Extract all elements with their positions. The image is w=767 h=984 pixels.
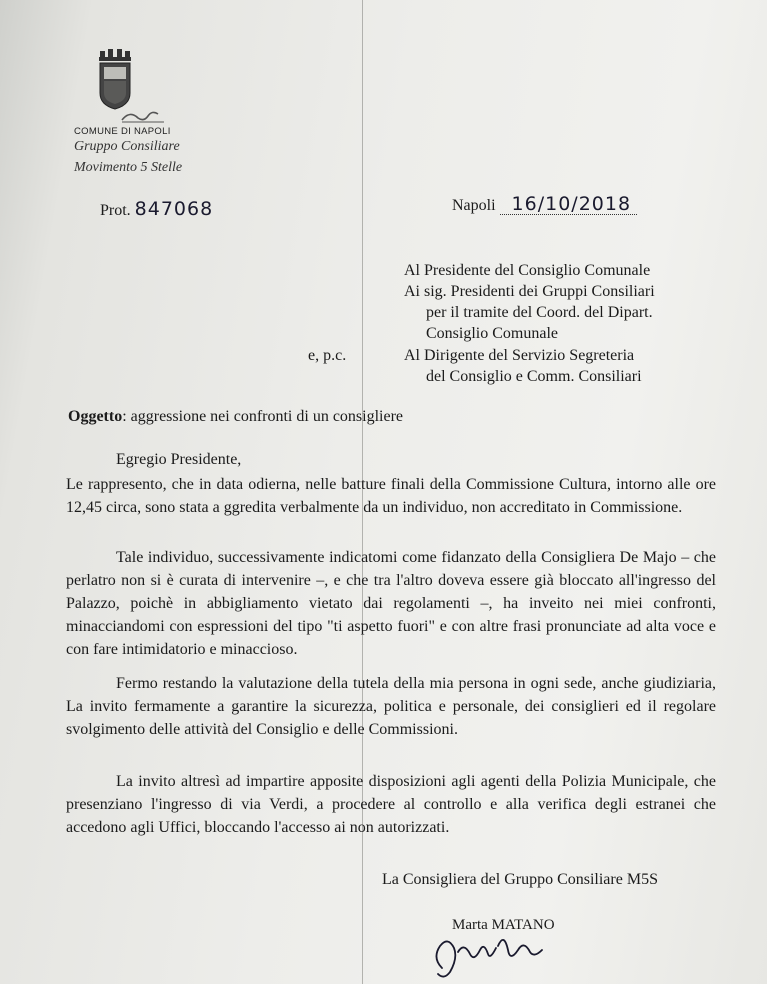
protocol-label: Prot. [100,202,131,219]
group-name-line2: Movimento 5 Stelle [74,160,183,175]
protocol-number: 847068 [134,198,214,220]
city-label: COMUNE DI NAPOLI [74,126,171,137]
group-name-line1: Gruppo Consiliare [74,139,180,154]
salutation: Egregio Presidente, [116,451,242,468]
recipient-line-2: Ai sig. Presidenti dei Gruppi Consiliari [404,283,655,300]
handwritten-signature-icon [428,928,548,982]
cc-label: e, p.c. [308,347,347,364]
recipient-line-4: Consiglio Comunale [426,325,558,342]
recipient-line-3: per il tramite del Coord. del Dipart. [426,304,653,321]
recipient-line-5: Al Dirigente del Servizio Segreteria [404,347,635,364]
recipient-line-1: Al Presidente del Consiglio Comunale [404,262,651,279]
place-label: Napoli [452,197,496,214]
recipient-line-6: del Consiglio e Comm. Consiliari [426,368,642,385]
letter-date: 16/10/2018 [511,193,632,215]
subject-line [68,408,403,426]
signatory-name: Marta MATANO [452,917,555,933]
wave-ornament-icon [120,108,166,124]
subject-label: Oggetto [68,408,123,425]
paragraph-1: Le rappresento, che in data odierna, nelle batture finali della Commissione Cultura, intorno alle ore 12,45 circa, sono stata a ggredita verbalmente da un individuo, non accreditato in Commissione. [66,476,716,516]
paragraph-4: La invito altresì ad impartire apposite disposizioni agli agenti della Polizia Municipale, che presenziano l'ingresso di via Verdi, a procedere al controllo e alla verifica degli estranei che accedono agli Uffici, bloccando l'accesso ai non autorizzati. [66,773,716,836]
place-date-field [452,193,637,215]
paragraph-2: Tale individuo, successivamente indicatomi come fidanzato della Consigliera De Majo – che perlatro non si è curata di intervenire –, e che tra l'altro doveva essere già bloccato all'ingresso del Palazzo, poichè in abbigliamento vietato dai regolamenti –, ha inveito nei miei confronti, minacciandomi con espressioni del tipo "ti aspetto fuori" e con altre frasi pronunciate ad alta voce e con fare intimidatorio e minaccioso. [66,549,716,658]
signatory-role: La Consigliera del Gruppo Consiliare M5S [382,871,658,888]
paragraph-3: Fermo restando la valutazione della tutela della mia persona in ogni sede, anche giudiziaria, La invito fermamente a garantire la sicurezza, politica e personale, dei consiglieri ed il regolare svolgimento delle attività del Consiglio e delle Commissioni. [66,675,716,738]
protocol-field [100,198,213,220]
coat-of-arms-icon [96,47,134,111]
subject-text: : aggressione nei confronti di un consigliere [122,408,404,425]
